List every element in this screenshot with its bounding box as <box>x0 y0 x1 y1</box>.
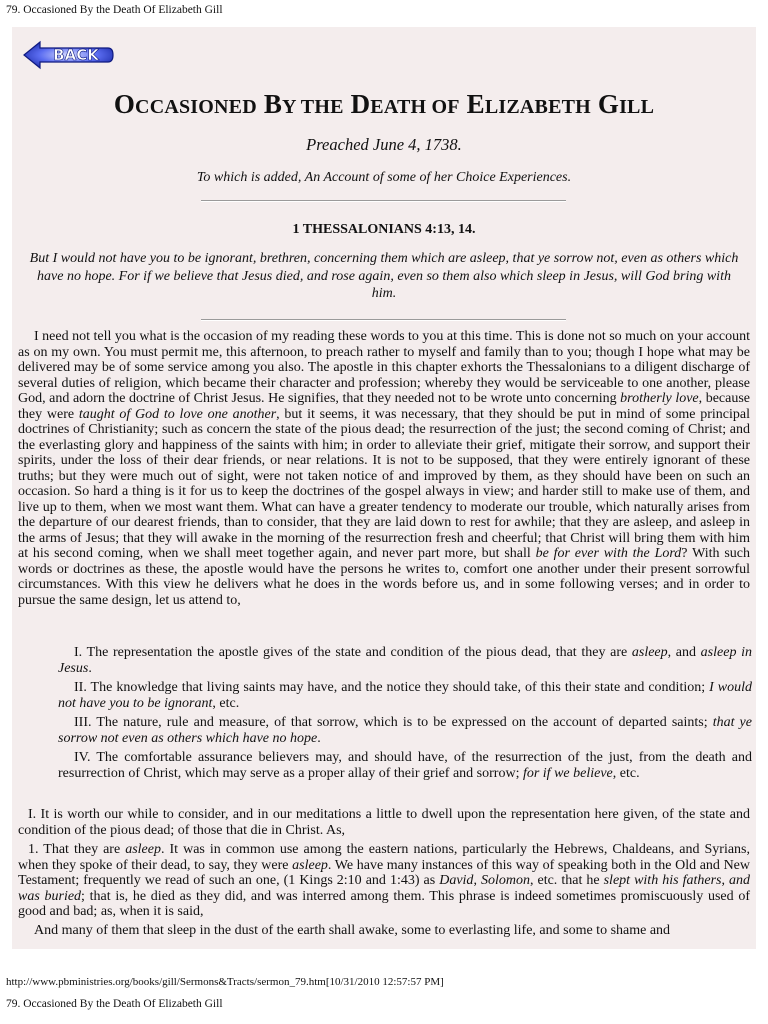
scripture-reference: 1 THESSALONIANS 4:13, 14. <box>292 222 476 237</box>
back-arrow-icon <box>20 38 115 72</box>
preached-date: Preached June 4, 1738. <box>306 135 462 154</box>
outline-item: III. The nature, rule and measure, of that sorrow, which is to be expressed on the account of departed saints; that ye sorrow not even as others which have no hope. <box>58 715 752 746</box>
print-footer-title: 79. Occasioned By the Death Of Elizabeth Gill <box>6 998 223 1010</box>
intro-paragraph: I need not tell you what is the occasion of my reading these words to you at this time. This is done not so much on your account as on my own. You must permit me, this afternoon, to preach rather to myself and family than to you; though I hope what may be delivered may be of some service among you also. The apostle in this chapter exhorts the Thessalonians to a diligent discharge of several duties of religion, which became their character and profession; whereby they would be serviceable to one another, please God, and adorn the doctrine of Christ Jesus. He signifies, that they needed not to be wrote unto concerning brotherly love, because they were taught of God to love one another, but it seems, it was necessary, that they should be put in mind of some principal doctrines of Christianity; such as concern the state of the pious dead; the resurrection of the just; the second coming of Christ; and the everlasting glory and happiness of the saints with him; in order to alleviate their grief, mitigate their sorrow, and support their spirits, under the loss of their dear friends, or near relations. It is not to be supposed, that they were entirely ignorant of these truths; but they were much out of sight, were not taken notice of and improved by them, as they should have been on such an occasion. So hard a thing is it for us to keep the doctrines of the gospel always in view; and harder still to make use of them, and live up to them, when we most want them. What can have a greater tendency to moderate our trouble, which naturally arises from the departure of our dearest friends, than to consider, that they are laid down to rest for awhile; that they are asleep, and asleep in the arms of Jesus; that they will awake in the morning of the resurrection fresh and cheerful; that Christ will bring them with him at his second coming, when we shall meet together again, and never part more, but shall be for ever with the Lord? With such words or doctrines as these, the apostle would have the persons he writes to, comfort one another under their present sorrowful circumstances. With this view he delivers what he does in the words before us, and in some following verses; and in order to pursue the same design, let us attend to, <box>18 329 751 608</box>
section-paragraph: I. It is worth our while to consider, and in our meditations a little to dwell upon the representation here given, of the state and condition of the pious dead; of those that die in Christ. As, <box>18 807 750 838</box>
addendum-note: To which is added, An Account of some of her Choice Experiences. <box>196 170 572 185</box>
back-button-label: BACK <box>53 46 99 64</box>
scripture-text: But I would not have you to be ignorant, brethren, concerning them which are asleep, that ye sorrow not, even as others which have no hope. For if we believe that Jesus died, and rose again, even so them also which sleep in Jesus, will God bring with him. <box>29 251 739 301</box>
print-header-title: 79. Occasioned By the Death Of Elizabeth Gill <box>6 4 223 16</box>
outline-item: I. The representation the apostle gives of the state and condition of the pious dead, that they are asleep, and asleep in Jesus. <box>58 645 752 676</box>
outline-item: II. The knowledge that living saints may have, and the notice they should take, of this their state and condition; I would not have you to be ignorant, etc. <box>58 680 752 711</box>
point-paragraph: 1. That they are asleep. It was in common use among the eastern nations, particularly the Hebrews, Chaldeans, and Syrians, when they spoke of their dead, to say, they were asleep. We have many instances of this way of speaking both in the Old and New Testament; frequently we read of such an one, (1 Kings 2:10 and 1:43) as David, Solomon, etc. that he slept with his fathers, and was buried; that is, he died as they did, and was interred among them. This phrase is indeed sometimes promiscuously used of good and bad; as, when it is said, <box>18 842 751 919</box>
divider <box>201 319 566 321</box>
outline-item: IV. The comfortable assurance believers may, and should have, of the resurrection of the just, from the death and resurrection of Christ, which may serve as a proper allay of their grief and sorrow; for if we believe, etc. <box>58 750 752 781</box>
back-button[interactable] <box>20 38 115 72</box>
page-content <box>12 27 756 949</box>
quote-paragraph: And many of them that sleep in the dust of the earth shall awake, some to everlasting life, and some to shame and <box>34 923 671 938</box>
page-title: OCCASIONED BY THE DEATH OF ELIZABETH GILL <box>113 89 655 119</box>
print-footer-url: http://www.pbministries.org/books/gill/Sermons&Tracts/sermon_79.htm[10/31/2010 12:57:57 PM] <box>6 976 444 988</box>
divider <box>201 200 566 202</box>
